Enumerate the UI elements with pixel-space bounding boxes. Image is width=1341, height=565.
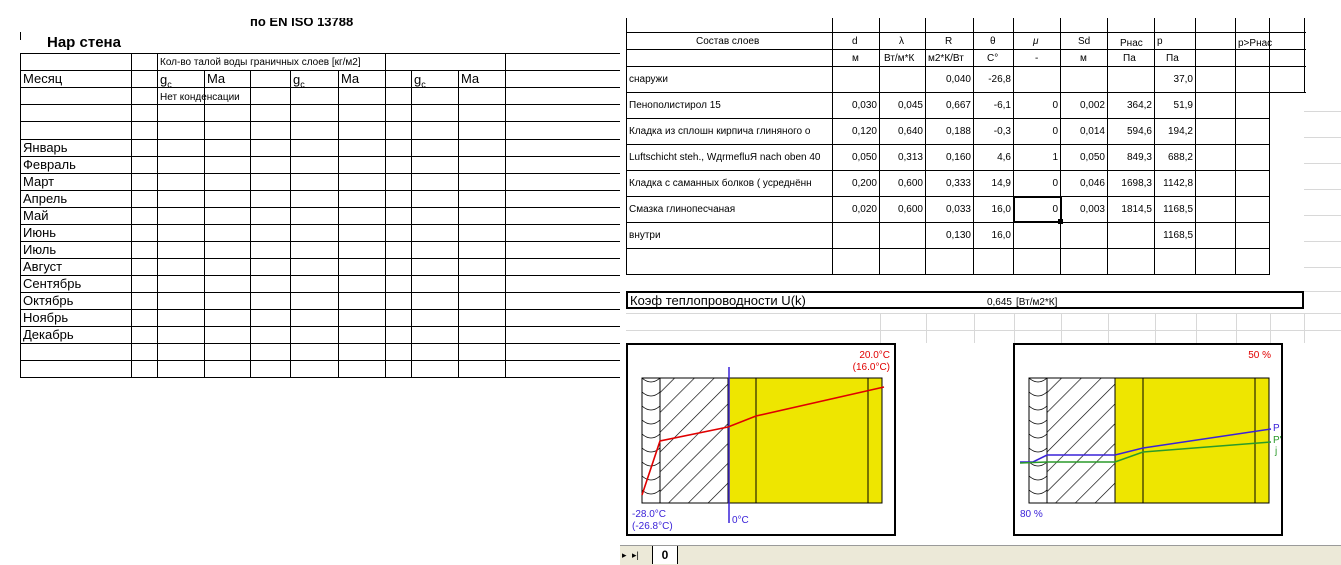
month-7: Июль — [23, 242, 57, 257]
vapor-chart[interactable] — [1013, 343, 1283, 536]
cell-mu: 0 — [1052, 100, 1058, 111]
cell-lam: 0,600 — [897, 178, 923, 189]
cell-theta: 16,0 — [991, 204, 1011, 215]
cell-p: 1168,5 — [1163, 230, 1193, 241]
tab-last-icon[interactable]: ▸| — [632, 550, 639, 560]
unit-r: м2*К/Вт — [928, 53, 964, 64]
cell-p: 1168,5 — [1163, 204, 1193, 215]
cell-p: 51,9 — [1173, 100, 1193, 111]
inside-temp: 20.0°C — [859, 350, 890, 361]
inside-temp-2: (16.0°C) — [852, 362, 890, 373]
cell-lam: 0,640 — [897, 126, 923, 137]
zero-label: 0°C — [732, 515, 749, 526]
rh-outside: 80 % — [1020, 509, 1043, 520]
plaster-layer — [868, 378, 882, 503]
layer-name: Смазка глинопесчаная — [629, 204, 736, 215]
month-10: Октябрь — [23, 293, 74, 308]
adobe-layer — [1143, 378, 1255, 503]
no-condensation: Нет конденсации — [160, 92, 240, 103]
cell-theta: -6,1 — [993, 100, 1011, 111]
cell-sd: 0,050 — [1079, 152, 1105, 163]
month-12: Декабрь — [23, 327, 74, 342]
col-header-psat: Рнас — [1120, 38, 1143, 49]
cell-p: 1142,8 — [1163, 178, 1193, 189]
cell-theta: 16,0 — [991, 230, 1011, 241]
cell-p: 688,2 — [1167, 152, 1193, 163]
col-header-sd: Sd — [1078, 36, 1091, 47]
layer-name: внутри — [629, 230, 661, 241]
layer-name: Luftschicht steh., WдrmefluЯ nach oben 40 — [629, 152, 821, 163]
sheet-title: Нар стена — [47, 34, 121, 51]
cell-mu: 0 — [1052, 178, 1058, 189]
ma-label-3: Ma — [461, 71, 480, 86]
brick-layer — [660, 378, 728, 503]
month-4: Апрель — [23, 191, 68, 206]
cell-R: 0,160 — [945, 152, 971, 163]
outside-temp: -28.0°C — [632, 509, 667, 520]
cell-mu: 0 — [1052, 204, 1058, 215]
unit-mu: - — [1035, 53, 1039, 64]
month-1: Январь — [23, 140, 68, 155]
sheet-header-cut: по EN ISO 13788 — [250, 18, 354, 26]
unit-sd: м — [1080, 53, 1087, 64]
sheet-tab-0[interactable]: 0 — [652, 546, 678, 564]
gc-label-1: $g_c$ — [160, 72, 172, 90]
layer-name: Пенополистирол 15 — [629, 100, 721, 111]
month-11: Ноябрь — [23, 310, 69, 325]
unit-lambda: Вт/м*К — [884, 53, 915, 64]
insulation-layer — [642, 378, 660, 503]
cell-theta: -0,3 — [993, 126, 1011, 137]
tab-prev-icon[interactable]: ▸ — [622, 550, 627, 560]
cell-d: 0,020 — [851, 204, 877, 215]
cell-R: 0,333 — [945, 178, 971, 189]
month-9: Сентябрь — [23, 276, 82, 291]
condensation-header: Кол-во талой воды граничных слоев [кг/м2] — [160, 57, 361, 68]
cell-sd: 0,014 — [1079, 126, 1105, 137]
legend-j: j — [1275, 446, 1278, 457]
col-header-lambda: λ — [899, 36, 904, 47]
air-layer — [1115, 378, 1143, 503]
outside-temp-2: (-26.8°C) — [632, 521, 673, 532]
adobe-layer — [756, 378, 868, 503]
cell-sd: 0,046 — [1079, 178, 1105, 189]
month-label: Месяц — [23, 71, 63, 86]
brick-layer — [1047, 378, 1115, 503]
cell-psat: 364,2 — [1126, 100, 1152, 111]
col-header-p-gt-psat: р>Рнас — [1238, 38, 1273, 49]
cell-R: 0,188 — [945, 126, 971, 137]
unit-psat: Па — [1123, 53, 1136, 64]
cell-mu: 0 — [1052, 126, 1058, 137]
cell-sd: 0,002 — [1079, 100, 1105, 111]
cell-psat: 1814,5 — [1121, 204, 1152, 215]
cell-R: 0,040 — [945, 74, 971, 85]
month-2: Февраль — [23, 157, 76, 172]
cell-theta: -26,8 — [988, 74, 1011, 85]
legend-p: P — [1273, 423, 1280, 434]
gc-label-3: $g_c$ — [414, 72, 426, 90]
cell-d: 0,030 — [851, 100, 877, 111]
ma-label-1: Ma — [207, 71, 226, 86]
rh-inside: 50 % — [1248, 350, 1271, 361]
u-label: Коэф теплопроводности U(k) — [630, 293, 806, 308]
col-header-p: р — [1157, 36, 1163, 47]
sheet-tab-bar — [620, 545, 1341, 565]
col-header-d: d — [852, 36, 858, 47]
cell-psat: 849,3 — [1126, 152, 1152, 163]
selected-cell[interactable] — [1013, 196, 1062, 223]
layer-name: Кладка с саманных болков ( усреднённ — [629, 178, 812, 189]
gc-label-2: $g_c$ — [293, 72, 305, 90]
col-header-layers: Состав слоев — [696, 36, 760, 47]
cell-R: 0,667 — [945, 100, 971, 111]
ma-label-2: Ma — [341, 71, 360, 86]
legend-ps: P' — [1273, 435, 1282, 446]
layer-name: Кладка из сплошн кирпича глиняного о — [629, 126, 811, 137]
cell-theta: 14,9 — [991, 178, 1011, 189]
col-header-theta: θ — [990, 36, 996, 47]
cell-lam: 0,600 — [897, 204, 923, 215]
cell-lam: 0,313 — [897, 152, 923, 163]
fill-handle[interactable] — [1058, 219, 1063, 224]
cell-theta: 4,6 — [997, 152, 1011, 163]
air-layer — [728, 378, 756, 503]
cell-p: 37,0 — [1173, 74, 1193, 85]
month-5: Май — [23, 208, 49, 223]
cell-d: 0,200 — [851, 178, 877, 189]
cell-R: 0,130 — [945, 230, 971, 241]
month-3: Март — [23, 174, 55, 189]
month-6: Июнь — [23, 225, 57, 240]
cell-psat: 594,6 — [1126, 126, 1152, 137]
temperature-chart[interactable] — [626, 343, 896, 536]
month-8: Август — [23, 259, 63, 274]
layer-name: снаружи — [629, 74, 668, 85]
u-unit: [Вт/м2*К] — [1016, 297, 1058, 308]
unit-d: м — [852, 53, 859, 64]
cell-d: 0,050 — [851, 152, 877, 163]
unit-p: Па — [1166, 53, 1179, 64]
cell-lam: 0,045 — [897, 100, 923, 111]
insulation-layer — [1029, 378, 1047, 503]
plaster-layer — [1255, 378, 1269, 503]
u-value: 0,645 — [986, 297, 1012, 308]
col-header-mu: μ — [1033, 36, 1039, 47]
cell-p: 194,2 — [1167, 126, 1193, 137]
cell-R: 0,033 — [945, 204, 971, 215]
unit-theta: С° — [987, 53, 999, 64]
vapor-chart-svg — [1015, 345, 1281, 534]
cell-mu: 1 — [1052, 152, 1058, 163]
col-header-r: R — [945, 36, 953, 47]
cell-psat: 1698,3 — [1121, 178, 1152, 189]
cell-sd: 0,003 — [1079, 204, 1105, 215]
cell-d: 0,120 — [851, 126, 877, 137]
